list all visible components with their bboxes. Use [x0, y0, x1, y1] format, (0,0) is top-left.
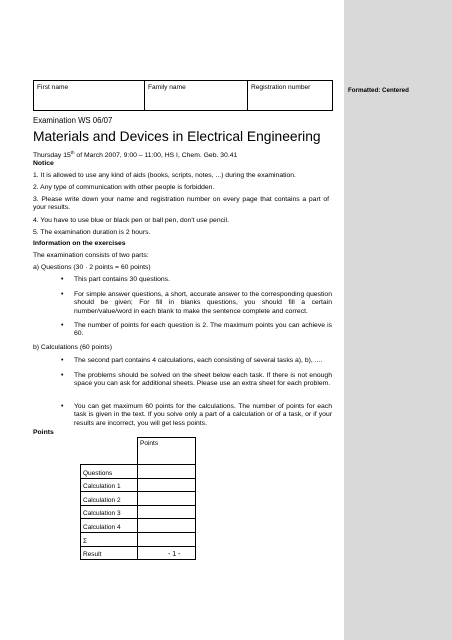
part-b-bullet-2: The problems should be solved on the sheet below each task. If there is not enough space you can ask for additional sheets. Please use an extra sheet for each problem.: [74, 372, 332, 388]
table-row: [81, 465, 196, 479]
page-number: - 1 -: [168, 551, 181, 558]
part-b-label: b) Calculations (60 points): [33, 344, 112, 351]
points-table: [80, 437, 196, 560]
info-heading: Information on the exercises: [33, 240, 126, 247]
points-row-value[interactable]: [138, 492, 196, 506]
notice-item-2: 2. Any type of communication with other people is forbidden.: [33, 184, 215, 191]
table-row: [81, 492, 196, 506]
points-heading: Points: [33, 429, 54, 436]
points-row-value[interactable]: [138, 546, 196, 560]
table-row: [81, 532, 196, 546]
table-row: [81, 505, 196, 519]
bullet-icon: •: [61, 322, 64, 329]
family-name-cell[interactable]: Family name: [145, 81, 248, 111]
formatting-comment: Formatted: Centered: [348, 87, 409, 94]
notice-item-3: 3. Please write down your name and registration number on every page that contains a part of your results.: [33, 196, 329, 212]
points-row-label: Calculation 4: [81, 519, 138, 533]
exam-date: Thursday 15th of March 2007, 9:00 – 11:00, HS I, Chem. Geb. 30.41: [33, 150, 238, 159]
part-a-bullet-1: This part contains 30 questions.: [74, 276, 170, 283]
notice-item-4: 4. You have to use blue or black pen or ball pen, don't use pencil.: [33, 217, 229, 224]
points-row-label: Result: [81, 546, 138, 560]
points-row-label: Questions: [81, 465, 138, 479]
part-a-label: a) Questions (30 · 2 points = 60 points): [33, 264, 151, 271]
notice-item-1: 1. It is allowed to use any kind of aids (books, scripts, notes, ...) during the examination.: [33, 172, 296, 179]
comment-sidebar: [344, 0, 452, 640]
points-column-header: Points: [138, 438, 196, 465]
first-name-cell[interactable]: First name: [34, 81, 145, 111]
bullet-icon: •: [61, 403, 64, 410]
page-title: Materials and Devices in Electrical Engineering: [33, 129, 321, 144]
points-row-value[interactable]: [138, 505, 196, 519]
points-row-value[interactable]: [138, 478, 196, 492]
name-table: [33, 80, 333, 111]
exam-label: Examination WS 06/07: [33, 116, 113, 125]
part-a-bullet-2: For simple answer questions, a short, accurate answer to the corresponding question should be given; For fill in blanks questions, you should fill a certain number/value/word in each blank to make the sentence complete and correct.: [74, 291, 332, 315]
bullet-icon: •: [61, 357, 64, 364]
bullet-icon: •: [61, 291, 64, 298]
points-row-value[interactable]: [138, 532, 196, 546]
bullet-icon: •: [61, 372, 64, 379]
table-row: [81, 519, 196, 533]
points-table-corner: [81, 438, 138, 465]
part-b-bullet-1: The second part contains 4 calculations, each consisting of several tasks a), b), ....: [74, 357, 323, 364]
info-intro: The examination consists of two parts:: [33, 252, 149, 259]
notice-heading: Notice: [33, 160, 54, 167]
table-row: [81, 478, 196, 492]
part-a-bullet-3: The number of points for each question is 2. The maximum points you can achieve is 60.: [74, 322, 332, 338]
points-row-value[interactable]: [138, 519, 196, 533]
points-row-label: Calculation 3: [81, 505, 138, 519]
points-row-value[interactable]: [138, 465, 196, 479]
points-row-label: Calculation 1: [81, 478, 138, 492]
points-row-label: Calculation 2: [81, 492, 138, 506]
points-row-label: Σ: [81, 532, 138, 546]
notice-item-5: 5. The examination duration is 2 hours.: [33, 229, 151, 236]
bullet-icon: •: [61, 276, 64, 283]
registration-number-cell[interactable]: Registration number: [248, 81, 333, 111]
part-b-bullet-3: You can get maximum 60 points for the calculations. The number of points for each task is given in the text. If you solve only a part of a calculation or of a task, or if your results are incorrect, you will get less points.: [74, 403, 332, 427]
